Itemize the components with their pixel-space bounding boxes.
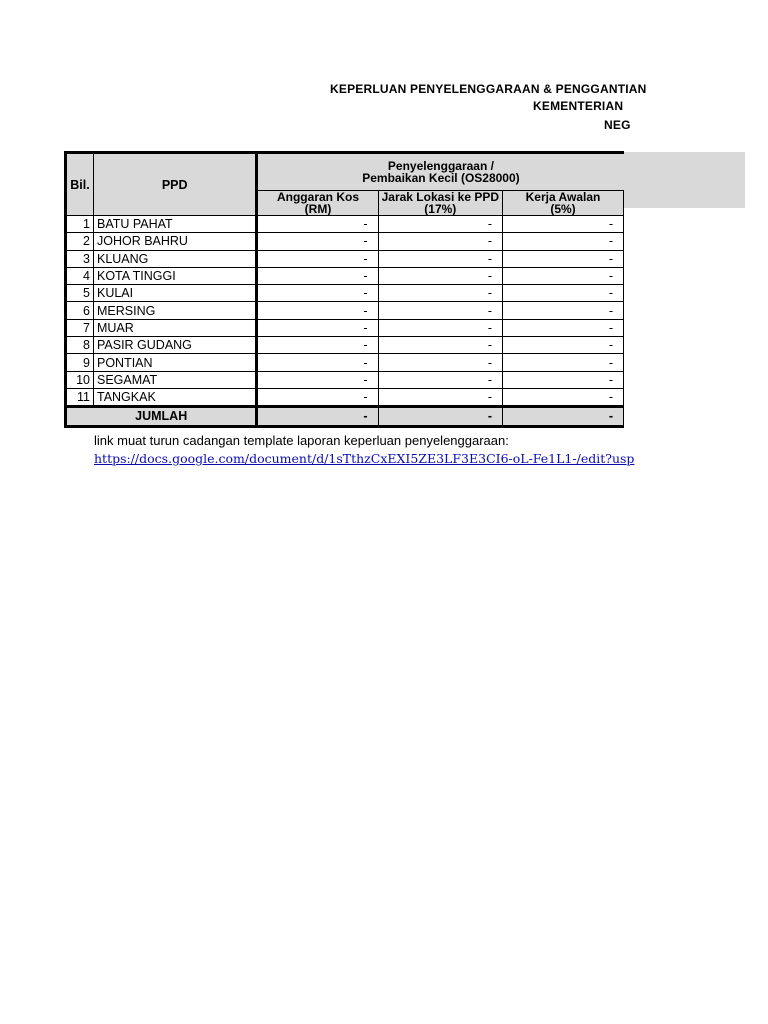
cell-ppd[interactable]: PASIR GUDANG bbox=[93, 337, 256, 354]
cell-bil[interactable]: 9 bbox=[66, 354, 94, 371]
cell-kerja-awalan[interactable]: - bbox=[503, 354, 624, 371]
cell-kerja-awalan[interactable]: - bbox=[503, 319, 624, 336]
header-anggaran-kos bbox=[257, 191, 378, 216]
cell-anggaran-kos[interactable]: - bbox=[257, 319, 378, 336]
maintenance-table bbox=[64, 151, 624, 428]
table-row bbox=[66, 319, 624, 336]
cell-kerja-awalan[interactable]: - bbox=[503, 233, 624, 250]
cell-anggaran-kos[interactable]: - bbox=[257, 233, 378, 250]
header-jarak-lokasi bbox=[378, 191, 502, 216]
cell-jarak-lokasi[interactable]: - bbox=[378, 285, 502, 302]
header-kerja-awalan-line-2: (5%) bbox=[550, 202, 576, 216]
cell-bil[interactable]: 7 bbox=[66, 319, 94, 336]
cell-ppd[interactable]: JOHOR BAHRU bbox=[93, 233, 256, 250]
header-anggaran-kos-line-1: Anggaran Kos bbox=[276, 190, 359, 204]
header-anggaran-kos-line-2: (RM) bbox=[304, 202, 332, 216]
cell-ppd[interactable]: KULAI bbox=[93, 285, 256, 302]
cell-bil[interactable]: 4 bbox=[66, 267, 94, 284]
cell-ppd[interactable]: KLUANG bbox=[93, 250, 256, 267]
report-title-line-3: NEG bbox=[604, 118, 631, 132]
table-row bbox=[66, 302, 624, 319]
cell-ppd[interactable]: KOTA TINGGI bbox=[93, 267, 256, 284]
cell-bil[interactable]: 2 bbox=[66, 233, 94, 250]
cell-jarak-lokasi[interactable]: - bbox=[378, 388, 502, 406]
cell-kerja-awalan[interactable]: - bbox=[503, 216, 624, 233]
cell-ppd[interactable]: MERSING bbox=[93, 302, 256, 319]
header-jarak-lokasi-line-1: Jarak Lokasi ke PPD bbox=[381, 190, 499, 204]
cell-kerja-awalan[interactable]: - bbox=[503, 371, 624, 388]
cell-jarak-lokasi[interactable]: - bbox=[378, 216, 502, 233]
cell-jarak-lokasi[interactable]: - bbox=[378, 319, 502, 336]
cell-anggaran-kos[interactable]: - bbox=[257, 302, 378, 319]
cell-anggaran-kos[interactable]: - bbox=[257, 388, 378, 406]
table-row bbox=[66, 337, 624, 354]
cell-anggaran-kos[interactable]: - bbox=[257, 285, 378, 302]
download-note: link muat turun cadangan template laporan keperluan penyelenggaraan: bbox=[94, 433, 509, 448]
table-row bbox=[66, 285, 624, 302]
cell-bil[interactable]: 5 bbox=[66, 285, 94, 302]
cell-anggaran-kos[interactable]: - bbox=[257, 216, 378, 233]
table-row bbox=[66, 233, 624, 250]
cell-ppd[interactable]: PONTIAN bbox=[93, 354, 256, 371]
cell-ppd[interactable]: BATU PAHAT bbox=[93, 216, 256, 233]
cell-kerja-awalan[interactable]: - bbox=[503, 388, 624, 406]
cell-kerja-awalan[interactable]: - bbox=[503, 267, 624, 284]
cell-ppd[interactable]: MUAR bbox=[93, 319, 256, 336]
header-kerja-awalan-line-1: Kerja Awalan bbox=[525, 190, 601, 204]
header-ppd: PPD bbox=[93, 153, 256, 216]
total-label: JUMLAH bbox=[66, 407, 257, 426]
cell-ppd[interactable]: TANGKAK bbox=[93, 388, 256, 406]
cell-jarak-lokasi[interactable]: - bbox=[378, 267, 502, 284]
cell-anggaran-kos[interactable]: - bbox=[257, 354, 378, 371]
cell-kerja-awalan[interactable]: - bbox=[503, 302, 624, 319]
cell-jarak-lokasi[interactable]: - bbox=[378, 233, 502, 250]
cell-bil[interactable]: 6 bbox=[66, 302, 94, 319]
header-jarak-lokasi-line-2: (17%) bbox=[424, 202, 457, 216]
table-row bbox=[66, 250, 624, 267]
cell-bil[interactable]: 1 bbox=[66, 216, 94, 233]
cell-jarak-lokasi[interactable]: - bbox=[378, 250, 502, 267]
cell-jarak-lokasi[interactable]: - bbox=[378, 354, 502, 371]
cell-bil[interactable]: 11 bbox=[66, 388, 94, 406]
table-row bbox=[66, 216, 624, 233]
cell-anggaran-kos[interactable]: - bbox=[257, 267, 378, 284]
header-group bbox=[257, 153, 624, 191]
table-row bbox=[66, 371, 624, 388]
table-row bbox=[66, 267, 624, 284]
total-kerja-awalan[interactable]: - bbox=[503, 407, 624, 426]
header-bil: Bil. bbox=[66, 153, 94, 216]
cell-anggaran-kos[interactable]: - bbox=[257, 371, 378, 388]
cell-anggaran-kos[interactable]: - bbox=[257, 337, 378, 354]
total-row bbox=[66, 407, 624, 426]
total-jarak-lokasi[interactable]: - bbox=[378, 407, 502, 426]
report-title-line-1: KEPERLUAN PENYELENGGARAAN & PENGGANTIAN bbox=[330, 82, 647, 96]
cell-jarak-lokasi[interactable]: - bbox=[378, 302, 502, 319]
cell-bil[interactable]: 3 bbox=[66, 250, 94, 267]
cell-jarak-lokasi[interactable]: - bbox=[378, 337, 502, 354]
report-title-line-2: KEMENTERIAN bbox=[533, 99, 624, 113]
cell-kerja-awalan[interactable]: - bbox=[503, 337, 624, 354]
cell-kerja-awalan[interactable]: - bbox=[503, 250, 624, 267]
template-download-link[interactable]: https://docs.google.com/document/d/1sTthzCxEXI5ZE3LF3E3CI6-oL-Fe1L1-/edit?usp bbox=[94, 451, 635, 466]
cell-bil[interactable]: 10 bbox=[66, 371, 94, 388]
header-group-line-1: Penyelenggaraan / bbox=[387, 159, 494, 173]
cell-bil[interactable]: 8 bbox=[66, 337, 94, 354]
cell-jarak-lokasi[interactable]: - bbox=[378, 371, 502, 388]
cell-anggaran-kos[interactable]: - bbox=[257, 250, 378, 267]
cell-ppd[interactable]: SEGAMAT bbox=[93, 371, 256, 388]
total-anggaran-kos[interactable]: - bbox=[257, 407, 378, 426]
table-row bbox=[66, 388, 624, 406]
header-group-line-2: Pembaikan Kecil (OS28000) bbox=[362, 171, 520, 185]
header-fill-overflow bbox=[624, 152, 745, 208]
header-kerja-awalan bbox=[503, 191, 624, 216]
table-row bbox=[66, 354, 624, 371]
cell-kerja-awalan[interactable]: - bbox=[503, 285, 624, 302]
